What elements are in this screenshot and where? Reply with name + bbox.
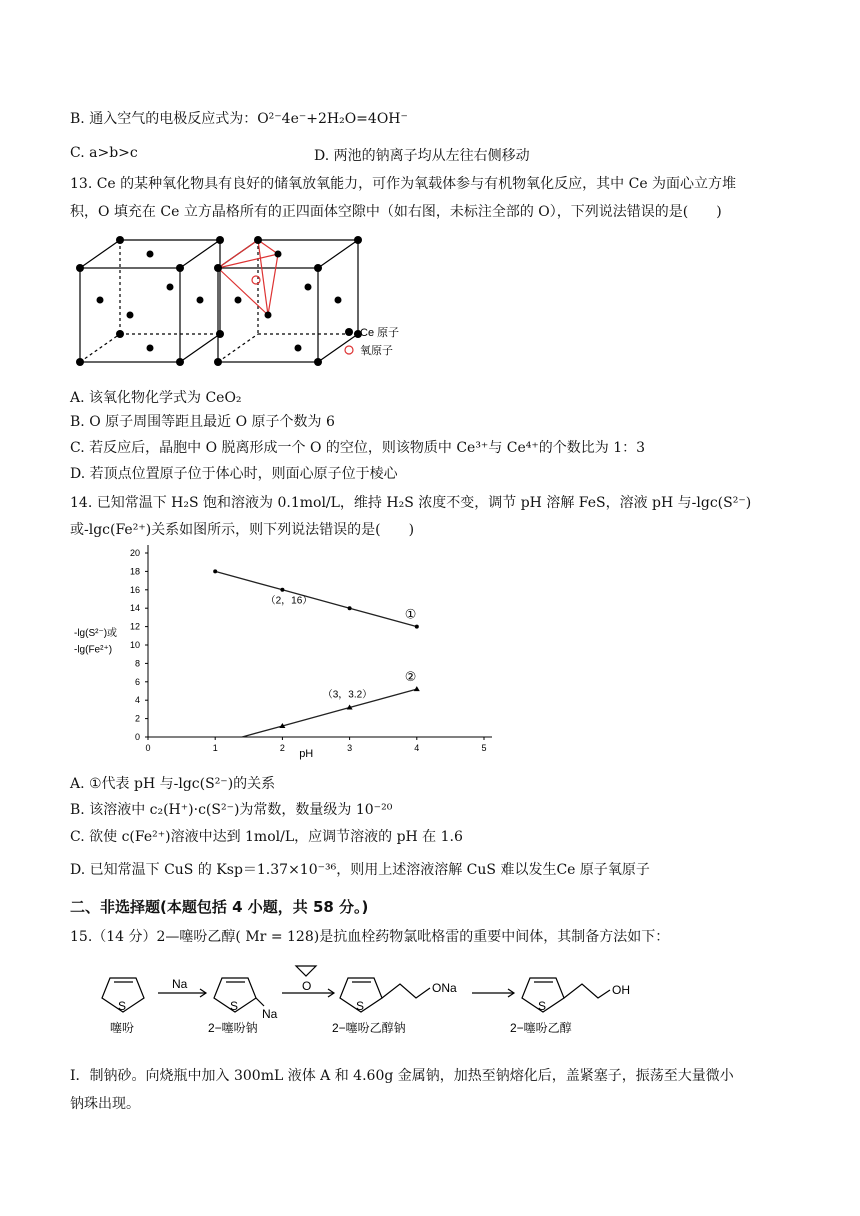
q14-stem-line1: 14. 已知常温下 H₂S 饱和溶液为 0.1mol/L，维持 H₂S 浓度不变，调节 pH 溶解 FeS，溶液 pH 与-lgc(S²⁻) — [70, 495, 752, 511]
svg-text:ONa: ONa — [432, 981, 457, 995]
reaction-scheme — [100, 958, 720, 1048]
series-label: ② — [404, 669, 417, 685]
data-point — [414, 686, 420, 691]
x-tick-label: 2 — [279, 743, 285, 753]
tetrahedron — [218, 240, 278, 315]
y-tick-label: 18 — [129, 566, 140, 577]
svg-text:噻吩: 噻吩 — [110, 1021, 135, 1035]
svg-text:OH: OH — [612, 983, 630, 997]
y-axis-label: -lg(Fe²⁺) — [74, 644, 113, 656]
y-axis-label: -lg(S²⁻)或 — [74, 627, 118, 639]
y-tick-label: 16 — [129, 584, 140, 595]
x-axis-label: pH — [299, 748, 314, 760]
q13-option-a: A. 该氧化物化学式为 CeO₂ — [70, 390, 242, 406]
ph-chart — [70, 545, 500, 765]
data-point — [280, 588, 284, 592]
data-point — [348, 606, 352, 610]
legend-ce-label: Ce 原子 — [360, 327, 400, 339]
q12-option-b: B. 通入空气的电极反应式为：O²⁻4e⁻+2H₂O=4OH⁻ — [70, 111, 408, 127]
svg-text:S: S — [356, 999, 365, 1013]
y-tick-label: 20 — [129, 548, 140, 558]
x-tick-label: 4 — [414, 743, 420, 753]
section-title: 二、非选择题(本题包括 4 小题，共 58 分。) — [70, 898, 369, 916]
svg-text:Na: Na — [172, 977, 188, 991]
q14-option-b: B. 该溶液中 c₂(H⁺)·c(S²⁻)为常数，数量级为 10⁻²⁰ — [70, 802, 393, 818]
x-tick-label: 5 — [481, 743, 487, 753]
x-tick-label: 3 — [347, 743, 353, 753]
q13-option-c: C. 若反应后，晶胞中 O 脱离形成一个 O 的空位，则该物质中 Ce³⁺与 Ce⁴⁺的个数比为 1：3 — [70, 440, 646, 456]
y-tick-label: 0 — [134, 732, 140, 742]
svg-text:Na: Na — [262, 1007, 278, 1021]
legend-ce-marker — [345, 328, 353, 336]
x-tick-label: 0 — [145, 743, 151, 753]
annotation: （2，16） — [265, 595, 313, 607]
oxygen-atom — [252, 276, 260, 284]
svg-text:S: S — [118, 999, 127, 1013]
y-tick-label: 8 — [134, 658, 140, 669]
legend-o-label: 氧原子 — [360, 345, 393, 357]
y-tick-label: 12 — [129, 621, 140, 632]
q13-option-b: B. O 原子周围等距且最近 O 原子个数为 6 — [70, 414, 335, 430]
annotation: （3，3.2） — [322, 689, 373, 701]
q12-option-c: C. a>b>c — [70, 145, 138, 161]
y-tick-label: 2 — [134, 713, 140, 724]
svg-text:O: O — [302, 979, 312, 993]
y-tick-label: 10 — [129, 640, 140, 650]
svg-text:S: S — [230, 999, 239, 1013]
svg-text:S: S — [538, 999, 547, 1013]
q12-option-d: D. 两池的钠离子均从左往右侧移动 — [314, 148, 530, 164]
series-label: ① — [404, 606, 417, 622]
q14-stem-line2: 或-lgc(Fe²⁺)关系如图所示，则下列说法错误的是( ) — [70, 522, 415, 538]
legend-o-marker — [345, 346, 353, 354]
series-line — [215, 571, 417, 626]
q13-stem-line2: 积，O 填充在 Ce 立方晶格所有的正四面体空隙中（如右图，未标注全部的 O），下列说法错误的是( ) — [70, 204, 722, 220]
data-point — [415, 625, 419, 629]
q15-stem: 15.（14 分）2—噻吩乙醇( Mr = 128)是抗血栓药物氯吡格雷的重要中间体，其制备方法如下： — [70, 929, 670, 945]
q13-option-d: D. 若顶点位置原子位于体心时，则面心原子位于棱心 — [70, 466, 398, 482]
y-tick-label: 4 — [134, 695, 140, 706]
y-tick-label: 6 — [134, 676, 140, 687]
svg-text:2−噻吩钠: 2−噻吩钠 — [208, 1021, 258, 1035]
q13-stem-line1: 13. Ce 的某种氧化物具有良好的储氧放氧能力，可作为氧载体参与有机物氧化反应，其中 Ce 为面心立方堆 — [70, 176, 737, 192]
svg-text:2−噻吩乙醇: 2−噻吩乙醇 — [510, 1021, 572, 1035]
q14-option-a: A. ①代表 pH 与-lgc(S²⁻)的关系 — [70, 776, 276, 792]
crystal-diagram — [70, 228, 430, 368]
y-tick-label: 14 — [129, 603, 140, 614]
svg-text:2−噻吩乙醇钠: 2−噻吩乙醇钠 — [332, 1021, 406, 1035]
epoxide — [296, 966, 316, 976]
q14-option-d: D. 已知常温下 CuS 的 Ksp＝1.37×10⁻³⁶，则用上述溶液溶解 CuS 难以发生Ce 原子氧原子 — [70, 862, 650, 878]
q15-part1-line2: 钠珠出现。 — [70, 1096, 140, 1112]
q15-part1-line1: Ⅰ．制钠砂。向烧瓶中加入 300mL 液体 A 和 4.60g 金属钠，加热至钠熔化后，盖紧塞子，振荡至大量微小 — [70, 1068, 734, 1084]
data-point — [213, 569, 217, 573]
x-tick-label: 1 — [212, 743, 218, 753]
q14-option-c: C. 欲使 c(Fe²⁺)溶液中达到 1mol/L，应调节溶液的 pH 在 1.6 — [70, 829, 463, 845]
